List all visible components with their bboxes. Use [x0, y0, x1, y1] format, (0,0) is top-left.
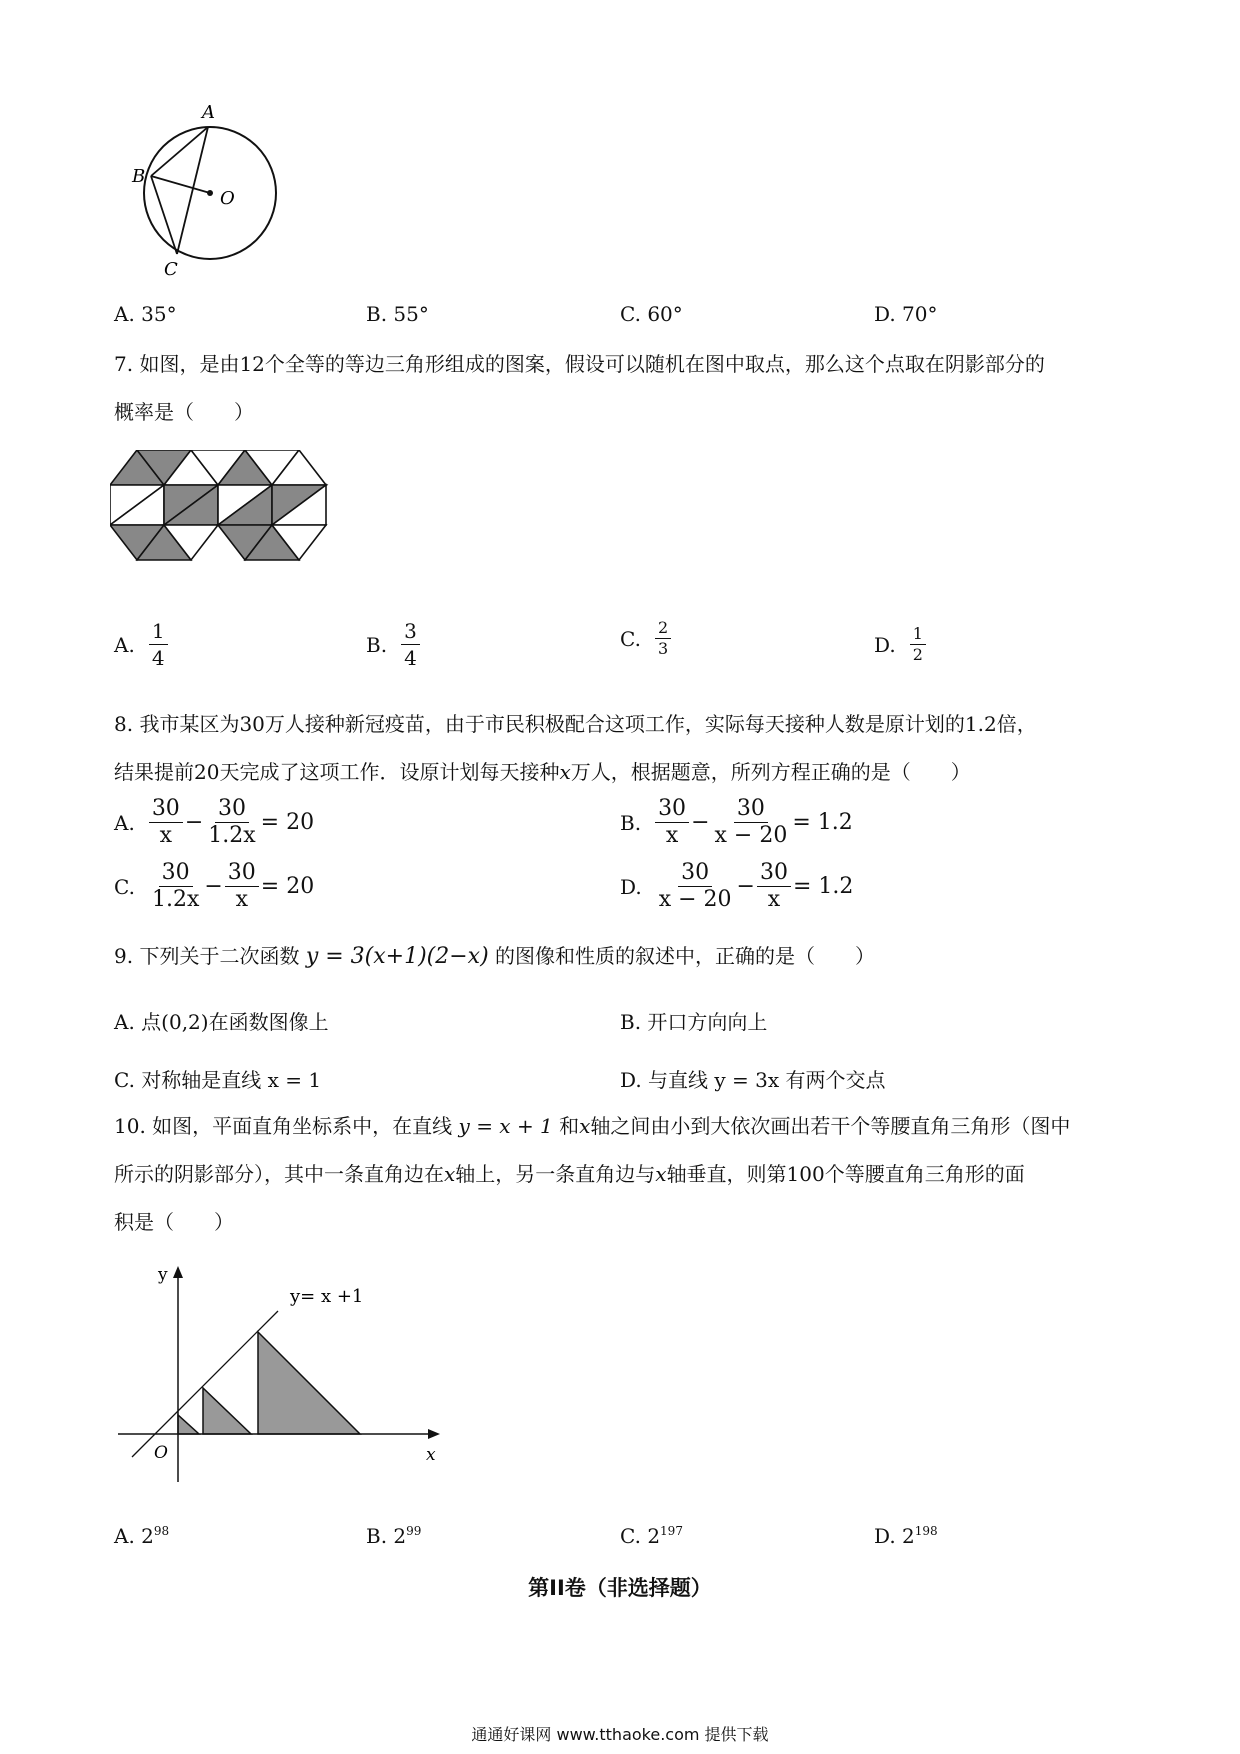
q9-function: y = 3(x+1)(2−x)	[305, 944, 489, 969]
q8-stem-line2: 结果提前20天完成了这项工作．设原计划每天接种x万人，根据题意，所列方程正确的是（ ）	[114, 760, 971, 784]
q10-stem-line3: 积是（ ）	[114, 1210, 234, 1234]
q10-option-b[interactable]: B. $2^{99}$	[366, 1524, 422, 1548]
q10-stem-line1: 10. 如图，平面直角坐标系中，在直线 y = x + 1 和x轴之间由小到大依次画出若干个等腰直角三角形（图中	[114, 1114, 1071, 1138]
q9-option-d[interactable]: D. 与直线 y = 3x 有两个交点	[620, 1068, 886, 1092]
origin-label: O	[154, 1443, 168, 1463]
point-b-label: B	[132, 166, 146, 187]
q10-option-c[interactable]: C. $2^{197}$	[620, 1524, 683, 1548]
q10-stem-line2: 所示的阴影部分），其中一条直角边在x轴上，另一条直角边与x轴垂直，则第100个等腰直角三角形的面	[114, 1162, 1025, 1186]
q10-option-d[interactable]: D. $2^{198}$	[874, 1524, 938, 1548]
circle-figure	[120, 100, 290, 280]
footer-text: 通通好课网 www.tthaoke.com 提供下载	[471, 1725, 769, 1744]
q7-option-d[interactable]: D. $\frac{1}{2}$	[874, 624, 928, 665]
q7-stem-line2: 概率是（ ）	[114, 400, 254, 424]
q7-option-a[interactable]: A. $\frac{1}{4}$	[114, 618, 170, 671]
coordinate-graph-figure	[110, 1260, 450, 1490]
q6-option-d[interactable]: D. 70°	[874, 302, 938, 326]
q7-option-b[interactable]: B. $\frac{3}{4}$	[366, 618, 422, 671]
q8-stem-line1: 8. 我市某区为30万人接种新冠疫苗，由于市民积极配合这项工作，实际每天接种人数是原计划的1.2倍，	[114, 712, 1037, 736]
section-title: 第II卷（非选择题）	[528, 1576, 712, 1600]
q6-option-c[interactable]: C. 60°	[620, 302, 683, 326]
q7-option-c[interactable]: C. $\frac{2}{3}$	[620, 618, 673, 659]
y-axis-label: y	[158, 1265, 168, 1285]
x-axis-label: x	[426, 1445, 436, 1465]
q9-stem: 9. 下列关于二次函数 y = 3(x+1)(2−x) 的图像和性质的叙述中，正确的是（ ）	[114, 944, 876, 969]
q8-option-c[interactable]: C. $\frac{30}{1.2x}$ − $\frac{30}{x}$ = 20	[114, 860, 315, 912]
triangle-pattern-figure	[110, 450, 335, 580]
q9-option-a[interactable]: A. 点(0,2)在函数图像上	[114, 1010, 329, 1034]
q8-option-a[interactable]: A. $\frac{30}{x}$ − $\frac{30}{1.2x}$ = 20	[114, 796, 315, 848]
q8-option-d[interactable]: D. $\frac{30}{x - 20}$ − $\frac{30}{x}$ = 1.2	[620, 860, 854, 912]
q9-option-b[interactable]: B. 开口方向向上	[620, 1010, 768, 1034]
q7-stem-line1: 7. 如图，是由12个全等的等边三角形组成的图案，假设可以随机在图中取点，那么这个点取在阴影部分的	[114, 352, 1045, 376]
q8-option-b[interactable]: B. $\frac{30}{x}$ − $\frac{30}{x - 20}$ = 1.2	[620, 796, 853, 848]
q9-option-c[interactable]: C. 对称轴是直线 x = 1	[114, 1068, 322, 1092]
line-equation-label: y= x +1	[290, 1286, 364, 1307]
point-c-label: C	[164, 259, 178, 280]
line-y-x-plus-1	[132, 1311, 278, 1457]
point-o-label: O	[220, 188, 235, 209]
point-a-label: A	[202, 102, 215, 123]
q10-option-a[interactable]: A. $2^{98}$	[114, 1524, 170, 1548]
q6-option-b[interactable]: B. 55°	[366, 302, 429, 326]
q6-option-a[interactable]: A. 35°	[114, 302, 177, 326]
